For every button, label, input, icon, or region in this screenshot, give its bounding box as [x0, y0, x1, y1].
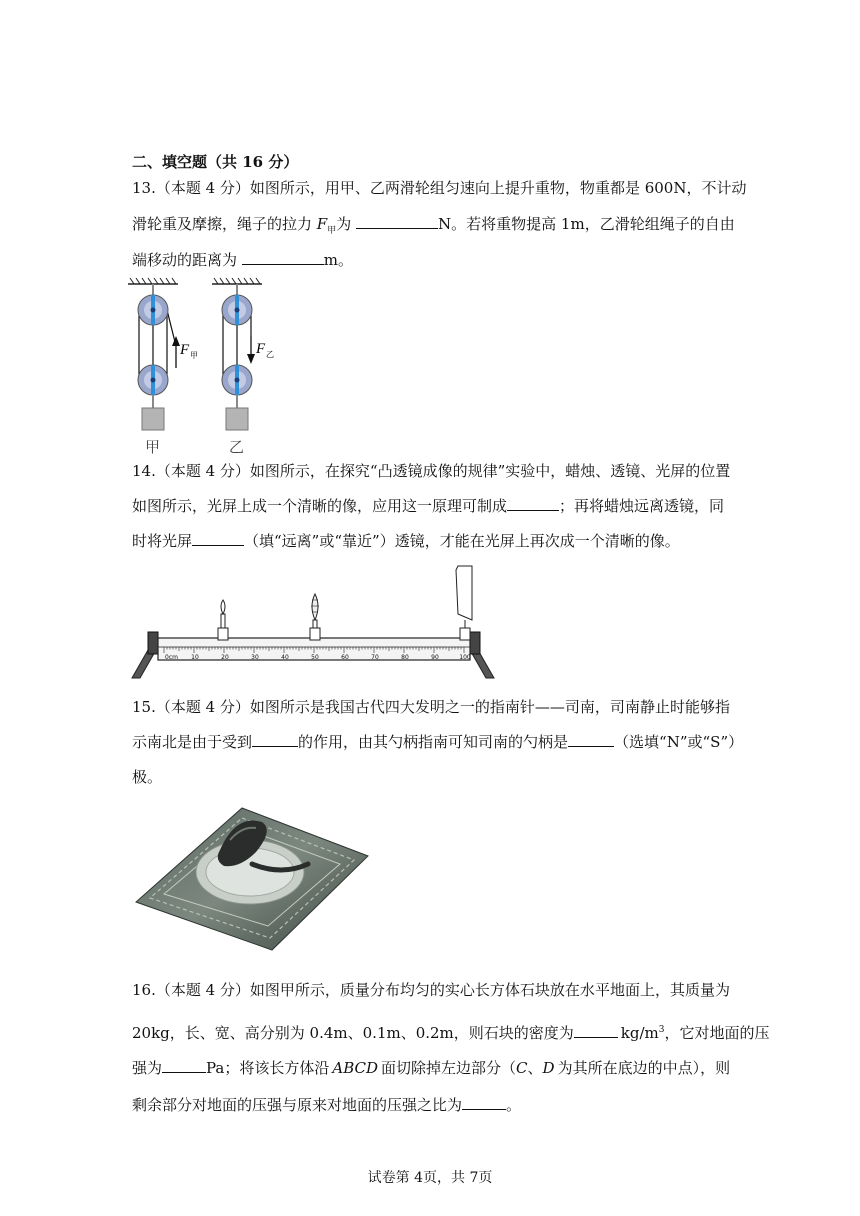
- answer-blank[interactable]: [568, 732, 614, 747]
- q16-text: 、: [527, 1059, 543, 1077]
- ruler-label: 90: [431, 654, 439, 661]
- answer-blank[interactable]: [462, 1095, 506, 1110]
- ruler-label: 50: [311, 654, 319, 661]
- q16-text: ，它对地面的压: [664, 1024, 770, 1042]
- force-label-right-sub: 乙: [266, 350, 274, 359]
- q15-line1: 15.（本题 4 分）如图所示是我国古代四大发明之一的指南针——司南，司南静止时能够指: [132, 698, 730, 716]
- answer-blank[interactable]: [242, 250, 324, 265]
- q13-text: 滑轮重及摩擦，绳子的拉力: [132, 215, 313, 233]
- answer-blank[interactable]: [574, 1023, 618, 1038]
- q13-line3: [132, 250, 353, 270]
- ruler-label: 10: [191, 654, 199, 661]
- page-footer: 试卷第 4页，共 7页: [367, 1170, 493, 1186]
- q13-line2: [132, 214, 735, 241]
- q14-line1: 14.（本题 4 分）如图所示，在探究“凸透镜成像的规律”实验中，蜡烛、透镜、光屏的位置: [132, 462, 731, 480]
- q16-line4: [132, 1095, 521, 1115]
- force-subscript: 甲: [327, 226, 337, 236]
- ruler-label: 20: [221, 654, 229, 661]
- sinan-compass-image: [132, 804, 372, 952]
- force-symbol: F: [316, 215, 328, 233]
- q14-line3: [132, 531, 680, 551]
- label-yi: 乙: [229, 438, 245, 456]
- answer-blank[interactable]: [162, 1058, 206, 1073]
- lens-icon: [310, 594, 320, 640]
- q16-line1: 16.（本题 4 分）如图甲所示，质量分布均匀的实心长方体石块放在水平地面上，其质量为: [132, 981, 730, 999]
- answer-blank[interactable]: [507, 496, 559, 511]
- ruler-label: 70: [371, 654, 379, 661]
- q13-line1: 13.（本题 4 分）如图所示，用甲、乙两滑轮组匀速向上提升重物，物重都是 600N，不计动: [132, 179, 747, 197]
- q15-text: （选填“N”或“S”）: [614, 733, 744, 751]
- q13-text: N。若将重物提高 1m，乙滑轮组绳子的自由: [438, 215, 735, 233]
- q15-line2: [132, 732, 743, 752]
- q14-text: 如图所示，光屏上成一个清晰的像，应用这一原理可制成: [132, 497, 508, 515]
- answer-blank[interactable]: [192, 531, 244, 546]
- answer-blank[interactable]: [356, 214, 438, 229]
- ruler-label: 80: [401, 654, 409, 661]
- force-label-left: F: [180, 342, 190, 358]
- force-label-right: F: [256, 341, 266, 357]
- section-title: 二、填空题（共 16 分）: [132, 153, 299, 171]
- plane-label: ABCD: [332, 1059, 379, 1077]
- q15-text: 的作用，由其勺柄指南可知司南的勺柄是: [298, 733, 569, 751]
- q16-text: 。: [506, 1096, 522, 1114]
- weight-block: [226, 408, 248, 430]
- pulley-figure: [120, 276, 300, 458]
- q13-text: m。: [323, 251, 354, 269]
- q14-text: 时将光屏: [132, 532, 193, 550]
- q14-text: （填“远离”或“靠近”）透镜，才能在光屏上再次成一个清晰的像。: [244, 532, 680, 550]
- ruler-label: 30: [251, 654, 259, 661]
- label-jia: 甲: [145, 438, 161, 456]
- q13-text: 为: [336, 215, 352, 233]
- q16-line2: [132, 1020, 770, 1043]
- weight-block: [142, 408, 164, 430]
- ruler-label: 0cm: [165, 654, 178, 661]
- ruler-label: 40: [281, 654, 289, 661]
- q16-text: 强为: [132, 1059, 163, 1077]
- q16-text: Pa；将该长方体沿: [206, 1059, 330, 1077]
- q14-text: ；再将蜡烛远离透镜，同: [559, 497, 725, 515]
- candle-icon: [218, 600, 228, 640]
- pulley-icon: [138, 295, 252, 395]
- q14-line2: [132, 496, 724, 516]
- ruler-label: 100: [459, 654, 471, 661]
- answer-blank[interactable]: [252, 732, 298, 747]
- q15-line3: 极。: [132, 768, 163, 786]
- q16-text: 20kg，长、宽、高分别为 0.4m、0.1m、0.2m，则石块的密度为: [132, 1024, 574, 1042]
- q15-text: 示南北是由于受到: [132, 733, 253, 751]
- q13-text: 端移动的距离为: [132, 251, 238, 269]
- q16-text: 面切除掉左边部分（: [381, 1059, 517, 1077]
- unit-superscript: 3: [658, 1025, 665, 1035]
- point-label-d: D: [542, 1059, 555, 1077]
- q16-text: 剩余部分对地面的压强与原来对地面的压强之比为: [132, 1096, 463, 1114]
- unit-density: kg/m: [620, 1024, 659, 1042]
- point-label-c: C: [516, 1059, 528, 1077]
- q16-text: 为其所在底边的中点），则: [557, 1059, 731, 1077]
- optical-bench-figure: [128, 562, 508, 684]
- force-label-left-sub: 甲: [190, 351, 198, 360]
- ruler-label: 60: [341, 654, 349, 661]
- screen-icon: [456, 566, 472, 640]
- q16-line3: [132, 1058, 730, 1078]
